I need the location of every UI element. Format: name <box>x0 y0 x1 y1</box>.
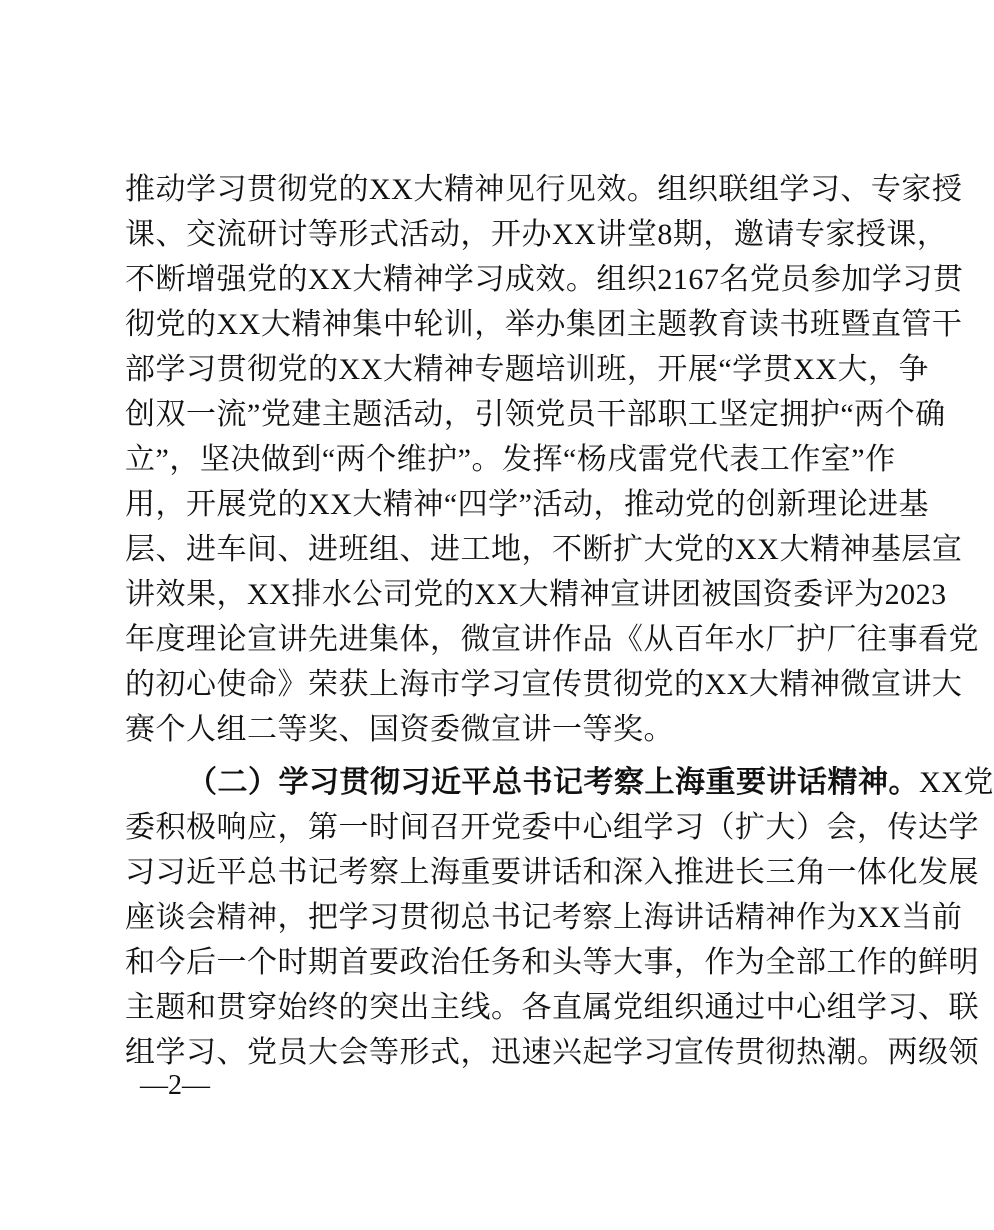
text-line: 创双一流”党建主题活动，引领党员干部职工坚定拥护“两个确 <box>125 398 946 431</box>
text-line: 年度理论宣讲先进集体，微宣讲作品《从百年水厂护厂往事看党 <box>125 623 979 656</box>
text-line: 习习近平总书记考察上海重要讲话和深入推进长三角一体化发展 <box>125 856 979 889</box>
text-line: 彻党的XX大精神集中轮训，举办集团主题教育读书班暨直管干 <box>125 308 963 341</box>
text-line: 立”，坚决做到“两个维护”。发挥“杨戌雷党代表工作室”作 <box>125 443 896 476</box>
text-line: 座谈会精神，把学习贯彻总书记考察上海讲话精神作为XX当前 <box>125 901 963 934</box>
page-number: —2— <box>140 1070 210 1101</box>
text-line: 讲效果，XX排水公司党的XX大精神宣讲团被国资委评为2023 <box>125 578 947 611</box>
text-line: 部学习贯彻党的XX大精神专题培训班，开展“学贯XX大，争 <box>125 353 929 386</box>
text-run: XX党 <box>919 766 994 799</box>
text-line: 不断增强党的XX大精神学习成效。组织2167名党员参加学习贯 <box>125 263 964 296</box>
text-line: 主题和贯穿始终的突出主线。各直属党组织通过中心组学习、联 <box>125 991 979 1024</box>
text-line: 课、交流研讨等形式活动，开办XX讲堂8期，邀请专家授课， <box>125 218 948 251</box>
text-line: 的初心使命》荣获上海市学习宣传贯彻党的XX大精神微宣讲大 <box>125 668 963 701</box>
text-line: 推动学习贯彻党的XX大精神见行见效。组织联组学习、专家授 <box>125 173 963 206</box>
text-line: 层、进车间、进班组、进工地，不断扩大党的XX大精神基层宣 <box>125 533 963 566</box>
section-heading-line <box>187 763 994 803</box>
text-line: 用，开展党的XX大精神“四学”活动，推动党的创新理论进基 <box>125 488 929 521</box>
text-line: 组学习、党员大会等形式，迅速兴起学习宣传贯彻热潮。两级领 <box>125 1036 979 1069</box>
text-line: 委积极响应，第一时间召开党委中心组学习（扩大）会，传达学 <box>125 811 979 844</box>
text-line: 赛个人组二等奖、国资委微宣讲一等奖。 <box>125 713 674 746</box>
text-line: 和今后一个时期首要政治任务和头等大事，作为全部工作的鲜明 <box>125 946 979 979</box>
section-heading: （二）学习贯彻习近平总书记考察上海重要讲话精神。 <box>187 766 919 799</box>
